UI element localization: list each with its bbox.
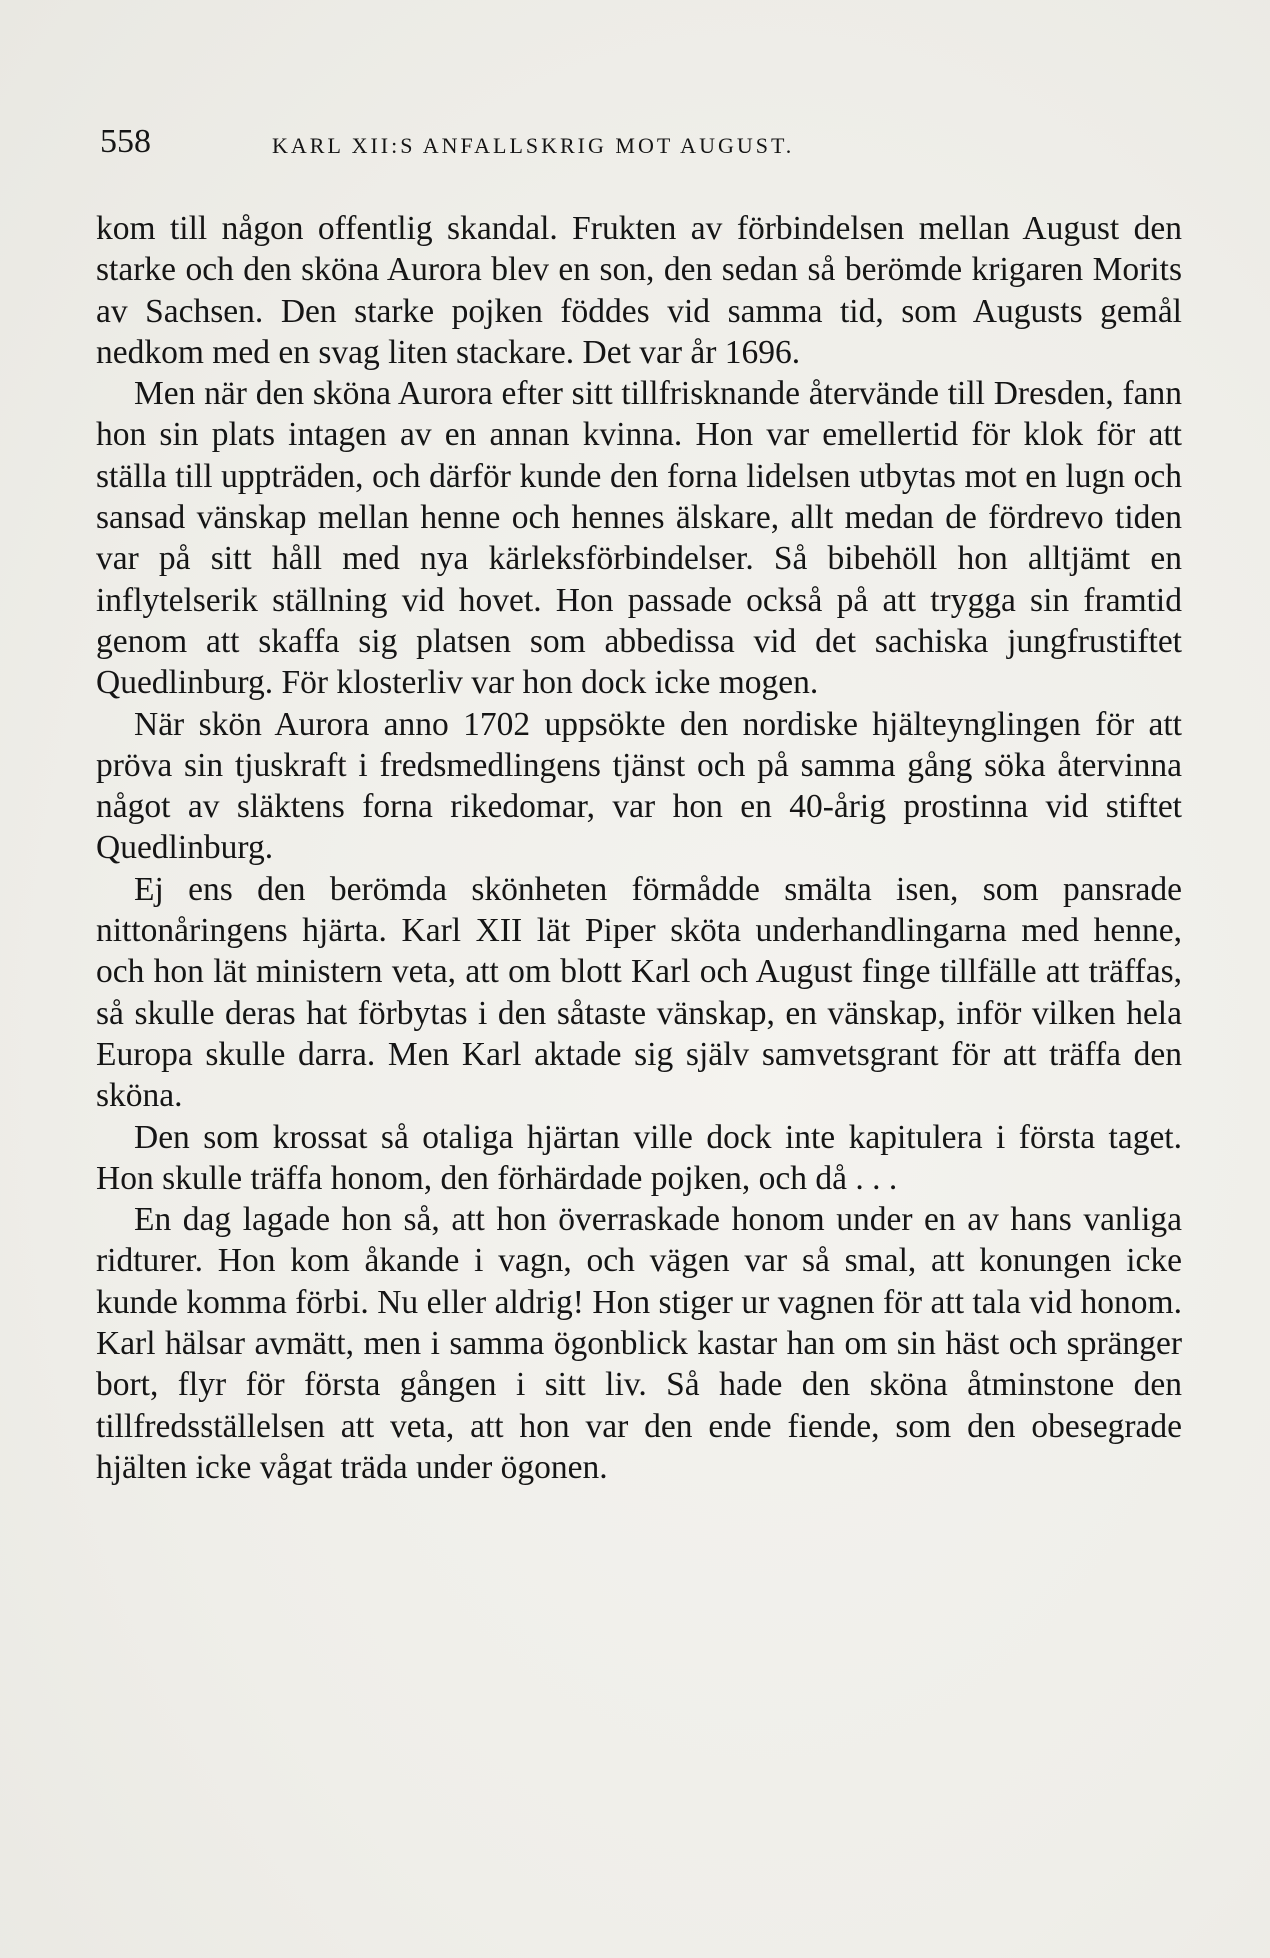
running-head: KARL XII:S ANFALLSKRIG MOT AUGUST. (272, 133, 795, 158)
paragraph: När skön Aurora anno 1702 uppsökte den nordiske hjälteynglingen för att pröva sin tjuskraft i fredsmedlingens tjänst och på samma gång söka återvinna något av släktens forna rikedomar, var hon en 40-årig prostinna vid stiftet Quedlinburg. (96, 705, 1182, 867)
paragraph: kom till någon offentlig skandal. Frukten av förbindelsen mellan August den starke och den sköna Aurora blev en son, den sedan så berömde krigaren Morits av Sachsen. Den starke pojken föddes vid samma tid, som Augusts gemål nedkom med en svag liten stackare. Det var år 1696. (96, 210, 1182, 371)
paragraph: Ej ens den berömda skönheten förmådde smälta isen, som pansrade nittonåringens hjärta. Karl XII lät Piper sköta underhandlingarna med henne, och hon lät ministern veta, att om blott Karl och August finge tillfälle att träffas, så skulle deras hat förbytas i den såtaste vänskap, en vänskap, inför vilken hela Europa skulle darra. Men Karl aktade sig själv samvetsgrant för att träffa den sköna. (96, 870, 1182, 1115)
page-header (92, 122, 1182, 162)
paragraph: Men när den sköna Aurora efter sitt tillfrisknande återvände till Dresden, fann hon sin plats intagen av en annan kvinna. Hon var emellertid för klok för att ställa till uppträden, och därför kunde den forna lidelsen utbytas mot en lugn och sansad vänskap mellan henne och hennes älskare, allt medan de fördrevo tiden var på sitt håll med nya kärleksförbindelser. Så bibehöll hon alltjämt en inflytelserik ställning vid hovet. Hon passade också på att trygga sin framtid genom att skaffa sig platsen som abbedissa vid det sachiska jungfrustiftet Quedlinburg. För klosterliv var hon dock icke mogen. (96, 375, 1182, 702)
paragraph: En dag lagade hon så, att hon överraskade honom under en av hans vanliga ridturer. Hon kom åkande i vagn, och vägen var så smal, att konungen icke kunde komma förbi. Nu eller aldrig! Hon stiger ur vagnen för att tala vid honom. Karl hälsar avmätt, men i samma ögonblick kastar han om sin häst och spränger bort, flyr för första gången i sitt liv. Så hade den sköna åtminstone den tillfredsställelsen att veta, att hon var den ende fiende, som den obesegrade hjälten icke vågat träda under ögonen. (96, 1201, 1182, 1486)
page-number: 558 (100, 123, 151, 160)
paragraph: Den som krossat så otaliga hjärtan ville dock inte kapitulera i första taget. Hon skulle träffa honom, den förhärdade pojken, och då . . . (96, 1118, 1182, 1197)
body-text (96, 208, 1182, 1488)
